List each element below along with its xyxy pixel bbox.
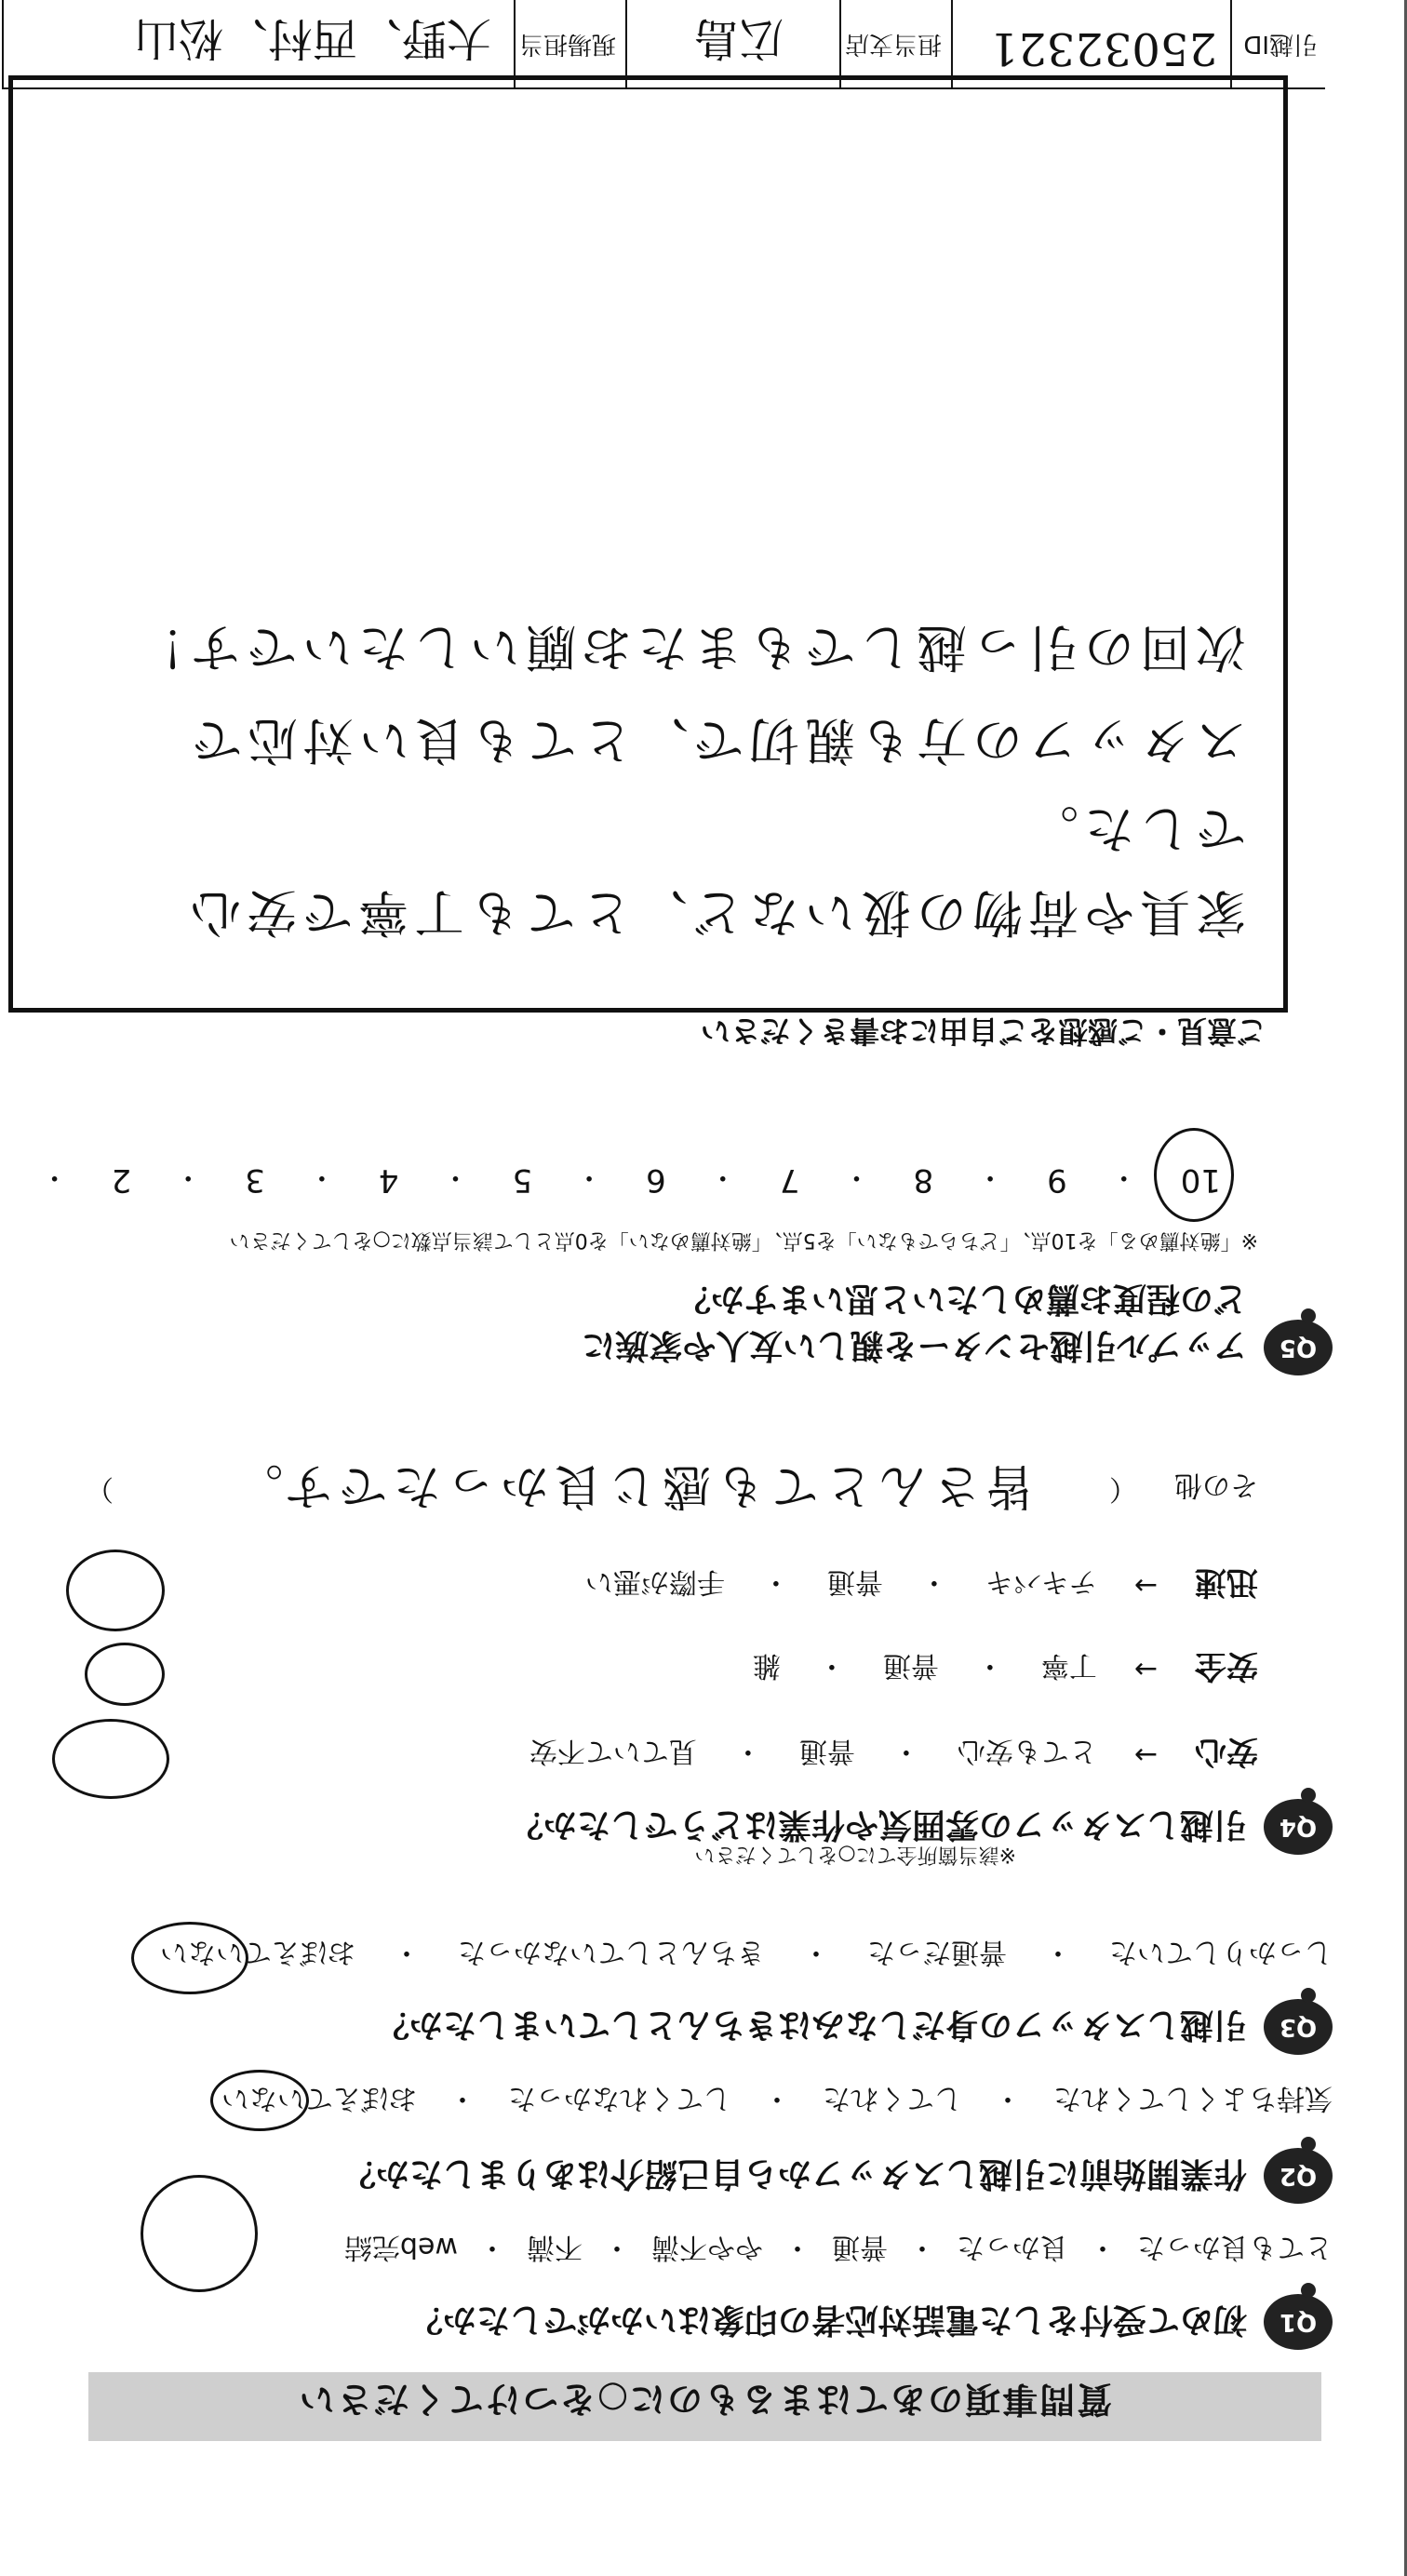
q3-options: しっかりしていた ・ 普通だった ・ きちんとしていなかった ・ おぼえていない	[30, 1935, 1333, 1976]
footer-staff-value-cell	[2, 0, 516, 87]
q4-option[interactable]: とても安心	[957, 1735, 1097, 1768]
question-3	[76, 1995, 1333, 2055]
header-bar	[88, 2372, 1321, 2441]
q4-selection-mark	[66, 1550, 165, 1631]
q3-selection-mark	[131, 1922, 248, 1994]
comment-box[interactable]	[8, 75, 1288, 1049]
arrow-icon: →	[1133, 1738, 1158, 1771]
q5-score[interactable]: 2	[111, 1161, 132, 1199]
q4-option[interactable]: 雑	[752, 1649, 781, 1683]
comment-line: 次回の引っ越しでもまたお願いしたいです！	[129, 618, 1246, 677]
q3-text: 引越しスタッフの身だしなみはきちんとしていましたか？	[375, 2006, 1247, 2044]
q4-option[interactable]: テキパキ	[985, 1565, 1097, 1599]
question-1	[76, 2290, 1333, 2350]
arrow-icon: →	[1133, 1653, 1158, 1685]
q1-option[interactable]: 不満	[527, 2231, 583, 2263]
q5-note: ※「絶対薦める」を10点、「どちらでもない」を5点、「絶対薦めない」を0点として該当点数に○をしてください	[229, 1228, 1258, 1252]
q2-options: 気持ちよくしてくれた ・ してくれた ・ してくれなかった ・ おぼえていない	[30, 2081, 1333, 2122]
q4-row-jinsoku: 迅速 → テキパキ ・ 普通 ・ 手際が悪い	[0, 1563, 1258, 1608]
comment-title: ご意見・ご感想をご自由にお書きください	[700, 1013, 1266, 1049]
q1-options: とても良かった ・ 良かった ・ 普通 ・ やや不満 ・ 不満 ・ web完結	[30, 2230, 1333, 2271]
q3-option[interactable]: 普通だった	[867, 1936, 1007, 1968]
q4-other-label: その他	[1174, 1469, 1258, 1501]
q2-text: 作業開始前に引越しスタッフから自己紹介はありましたか？	[342, 2154, 1247, 2193]
comment-line: スタッフの方も親切で、とても良い対応で	[186, 711, 1246, 770]
q1-option[interactable]: web完結	[343, 2231, 458, 2263]
q5-text-line2: どの程度お薦めしたいと思いますか？	[677, 1280, 1247, 1318]
q4-option[interactable]: 丁寧	[1040, 1649, 1097, 1683]
q5-score[interactable]: 10	[1180, 1161, 1221, 1199]
footer-staff-label: 現場担当	[518, 30, 616, 58]
q5-selection-mark	[1154, 1128, 1234, 1222]
q2-option[interactable]: 気持ちよくしてくれた	[1053, 2082, 1333, 2114]
q4-row-label: 安心	[1195, 1733, 1258, 1770]
footer-id-label-cell	[1232, 0, 1325, 87]
footer-table	[2, 0, 1325, 89]
q4-option[interactable]: 手際が悪い	[584, 1565, 725, 1599]
q4-badge: Q4	[1264, 1799, 1333, 1855]
q5-scale: 10 ・ 9 ・ 8 ・ 7 ・ 6 ・ 5 ・ 4 ・ 3 ・ 2 ・	[40, 1161, 1221, 1199]
q4-other	[48, 1455, 1258, 1520]
q5-text-line1: アップル引越センターを親しい友人や家族に	[582, 1326, 1247, 1364]
q4-row-label: 安全	[1195, 1647, 1258, 1684]
footer-branch-value-cell	[627, 0, 841, 87]
q4-note: ※該当箇所全てに○をしてください	[694, 1843, 1016, 1866]
q3-option[interactable]: しっかりしていた	[1109, 1936, 1333, 1968]
question-5	[76, 1264, 1333, 1375]
q2-option[interactable]: おぼえていない	[221, 2082, 417, 2114]
q5-score[interactable]: 4	[378, 1161, 399, 1199]
paren-close: ）	[86, 1472, 114, 1505]
q5-score[interactable]: 8	[913, 1161, 934, 1199]
q4-row-anshin: 安心 → とても安心 ・ 普通 ・ 見ていて不安	[0, 1732, 1258, 1778]
footer-branch-value: 広島	[693, 12, 784, 64]
q4-text: 引越しスタッフの雰囲気や作業はどうでしたか？	[509, 1805, 1247, 1844]
q3-option[interactable]: きちんとしていなかった	[458, 1936, 765, 1968]
q4-option[interactable]: 普通	[798, 1735, 855, 1768]
q4-selection-mark	[52, 1719, 169, 1799]
q2-badge: Q2	[1264, 2148, 1333, 2204]
q5-score[interactable]: 9	[1047, 1161, 1067, 1199]
q5-score[interactable]: 7	[779, 1161, 800, 1199]
q4-option[interactable]: 普通	[882, 1649, 939, 1683]
question-2	[76, 2144, 1333, 2204]
footer-staff-value: 大野、西村、松山	[133, 12, 491, 64]
q4-option[interactable]: 普通	[826, 1565, 883, 1599]
q5-badge: Q5	[1264, 1320, 1333, 1375]
footer-branch-label-cell	[841, 0, 953, 87]
q3-option[interactable]: おぼえていない	[160, 1936, 355, 1968]
footer-id-value-cell	[953, 0, 1232, 87]
footer-staff-label-cell	[516, 0, 627, 87]
q4-other-handwriting[interactable]: 皆さんとても感じ良かったです。	[229, 1457, 1035, 1513]
q1-option[interactable]: 普通	[832, 2231, 888, 2263]
q2-selection-mark	[210, 2070, 309, 2131]
q5-score[interactable]: 5	[512, 1161, 533, 1199]
paren-open: （	[1109, 1472, 1137, 1505]
q3-badge: Q3	[1264, 1999, 1333, 2055]
comment-line: でした。	[1023, 799, 1246, 858]
header-title: 質問事項のあてはまるものに○をつけてください	[297, 2379, 1113, 2420]
q4-selection-mark	[85, 1643, 165, 1706]
arrow-icon: →	[1133, 1569, 1158, 1602]
q1-option[interactable]: とても良かった	[1137, 2231, 1333, 2263]
footer-branch-label: 担当支店	[844, 30, 942, 58]
footer-id-label: 引越ID	[1243, 30, 1318, 58]
q1-badge: Q1	[1264, 2294, 1333, 2350]
footer-id-value: 25032321	[989, 22, 1217, 74]
q1-option[interactable]: やや不満	[651, 2231, 763, 2263]
q1-option[interactable]: 良かった	[957, 2231, 1068, 2263]
q5-score[interactable]: 3	[245, 1161, 265, 1199]
q4-row-label: 迅速	[1195, 1563, 1258, 1601]
q4-row-anzen: 安全 → 丁寧 ・ 普通 ・ 雑	[0, 1646, 1258, 1692]
q4-option[interactable]: 見ていて不安	[529, 1735, 697, 1768]
comment-line: 家具や荷物の扱いなど、とても丁寧で安心	[185, 883, 1246, 942]
q5-score[interactable]: 6	[646, 1161, 666, 1199]
q2-option[interactable]: してくれた	[823, 2082, 962, 2114]
q1-text: 初めて受付をした電話対応者の印象はいかがでしたか？	[409, 2301, 1247, 2339]
q2-option[interactable]: してくれなかった	[508, 2082, 731, 2114]
